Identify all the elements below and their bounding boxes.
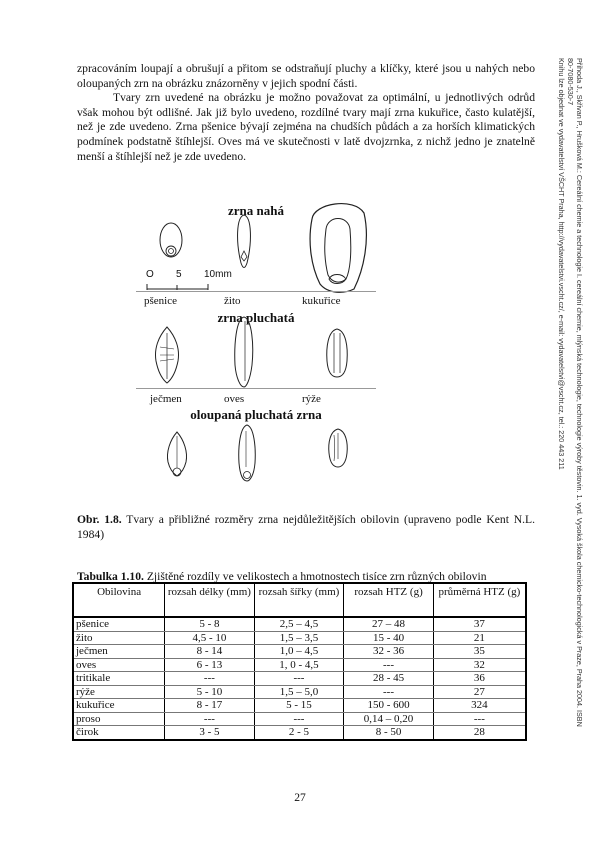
cell-htz-avg: 35 (433, 645, 526, 659)
header-cereal: Obilovina (73, 583, 165, 617)
table-row (73, 617, 526, 631)
label-corn: kukuřice (302, 295, 341, 307)
cell-width: 1, 0 - 4,5 (254, 658, 344, 672)
cell-htz-avg: 21 (433, 631, 526, 645)
table-row (73, 712, 526, 726)
cell-htz-range: --- (344, 658, 434, 672)
cell-cereal: kukuřice (73, 699, 165, 713)
label-wheat: pšenice (144, 295, 177, 307)
cell-htz-avg: 36 (433, 672, 526, 686)
cell-length: 6 - 13 (165, 658, 255, 672)
table-row (73, 672, 526, 686)
table-row (73, 631, 526, 645)
rye-grain-icon (232, 213, 256, 273)
cell-cereal: rýže (73, 685, 165, 699)
figure-divider-1 (136, 291, 376, 292)
label-rice: rýže (302, 393, 321, 405)
citation-line-1: Příhoda J., Skřivan P., Hrušková M.: Cereální chemie a technologie I. cereální chemie, mlýnská technologie, technologie výroby těstovin. 1. vyd. Vysoká škola chemicko-technologická v Praze, Praha 2004. ISBN (575, 58, 584, 727)
cell-length: 5 - 8 (165, 617, 255, 631)
citation-line-3: Knihu lze objednat ve vydavatelství VŠCHT Praha, http://vydavatelstvi.vscht.cz/, e-mail: vydavatelstvi@vscht.cz, tel.: 220 443 211 (557, 58, 566, 470)
barley-grain-icon (152, 325, 182, 385)
dehulled-oat-icon (236, 423, 258, 483)
cell-htz-range: 15 - 40 (344, 631, 434, 645)
cell-htz-avg: 28 (433, 726, 526, 740)
figure-caption-text: Tvary a přibližné rozměry zrna nejdůležitějších obilovin (upraveno podle Kent N.L. 1984) (77, 513, 535, 541)
table-row (73, 726, 526, 740)
cell-length: 5 - 10 (165, 685, 255, 699)
scale-label-5: 5 (176, 269, 182, 280)
cell-width: --- (254, 672, 344, 686)
label-rye: žito (224, 295, 241, 307)
label-barley: ječmen (150, 393, 182, 405)
header-htz-range: rozsah HTZ (g) (344, 583, 434, 617)
cell-cereal: tritikale (73, 672, 165, 686)
cell-width: --- (254, 712, 344, 726)
cell-htz-avg: 324 (433, 699, 526, 713)
scale-label-10: 10mm (204, 269, 232, 280)
cell-width: 1,5 – 5,0 (254, 685, 344, 699)
table-title-text: Zjištěné rozdíly ve velikostech a hmotnostech tisíce zrn různých obilovin (143, 570, 487, 583)
scale-label-0: O (146, 269, 154, 280)
table-row (73, 685, 526, 699)
cell-htz-range: --- (344, 685, 434, 699)
cell-htz-avg: 27 (433, 685, 526, 699)
cell-htz-avg: --- (433, 712, 526, 726)
cell-width: 2 - 5 (254, 726, 344, 740)
cell-cereal: žito (73, 631, 165, 645)
citation-sidebar (557, 58, 584, 838)
figure-section-title-dehulled: oloupaná pluchatá zrna (190, 407, 322, 422)
header-htz-average: průměrná HTZ (g) (433, 583, 526, 617)
grain-shapes-figure (136, 195, 376, 500)
citation-line-2: 80-7080-530-7 (566, 58, 575, 106)
dehulled-rice-icon (326, 427, 350, 469)
cell-htz-avg: 32 (433, 658, 526, 672)
corn-grain-icon (304, 199, 370, 294)
cell-width: 2,5 – 4,5 (254, 617, 344, 631)
figure-section-title-naked: zrna nahá (228, 203, 284, 218)
figure-caption (77, 513, 535, 542)
cell-htz-range: 8 - 50 (344, 726, 434, 740)
cell-htz-range: 150 - 600 (344, 699, 434, 713)
table-title-label: Tabulka 1.10. (77, 570, 144, 583)
grain-dimensions-table (72, 582, 527, 741)
cell-cereal: čirok (73, 726, 165, 740)
cell-htz-range: 28 - 45 (344, 672, 434, 686)
rice-grain-icon (324, 327, 350, 379)
cell-width: 1,0 – 4,5 (254, 645, 344, 659)
figure-divider-2 (136, 388, 376, 389)
cell-length: 4,5 - 10 (165, 631, 255, 645)
table-row (73, 699, 526, 713)
header-length-range: rozsah délky (mm) (165, 583, 255, 617)
cell-width: 5 - 15 (254, 699, 344, 713)
cell-htz-range: 0,14 – 0,20 (344, 712, 434, 726)
cell-length: --- (165, 712, 255, 726)
table-header-row (73, 583, 526, 617)
cell-length: 3 - 5 (165, 726, 255, 740)
header-width-range: rozsah šířky (mm) (254, 583, 344, 617)
cell-cereal: oves (73, 658, 165, 672)
dehulled-barley-icon (164, 430, 190, 480)
cell-htz-range: 32 - 36 (344, 645, 434, 659)
table-row (73, 645, 526, 659)
cell-cereal: proso (73, 712, 165, 726)
table-row (73, 658, 526, 672)
cell-cereal: pšenice (73, 617, 165, 631)
paragraph-1: zpracováním loupají a obrušují a přitom se odstraňují pluchy a klíčky, které jsou u nahých nebo oloupaných zrn na obrázku znázorněny v jejich spodní části. (77, 62, 535, 90)
cell-length: 8 - 14 (165, 645, 255, 659)
scale-bar-icon (146, 283, 216, 291)
page-number: 27 (294, 791, 306, 804)
cell-length: 8 - 17 (165, 699, 255, 713)
cell-htz-range: 27 – 48 (344, 617, 434, 631)
paragraph-2: Tvary zrn uvedené na obrázku je možno považovat za optimální, u jednotlivých odrůd však mohou být odlišné. Jak již bylo uvedeno, rozdílné tvary mají zrna kukuřice, často kulatější, než je zde uvedeno. Zrna pšenice bývají zejména na chudších půdách a za horších klimatických podmínek podstatně štíhlejší. Oves má ve skutečnosti v latě dvojzrnka, z nichž jedno je znatelně menší a štíhlejší než je zde uvedeno. (77, 91, 535, 163)
figure-caption-label: Obr. 1.8. (77, 513, 122, 526)
wheat-grain-icon (156, 220, 186, 260)
figure-section-title-hulled: zrna pluchatá (217, 310, 295, 325)
cell-cereal: ječmen (73, 645, 165, 659)
oat-grain-icon (232, 315, 256, 390)
body-text (77, 62, 535, 164)
label-oat: oves (224, 393, 245, 405)
cell-htz-avg: 37 (433, 617, 526, 631)
cell-width: 1,5 – 3,5 (254, 631, 344, 645)
cell-length: --- (165, 672, 255, 686)
